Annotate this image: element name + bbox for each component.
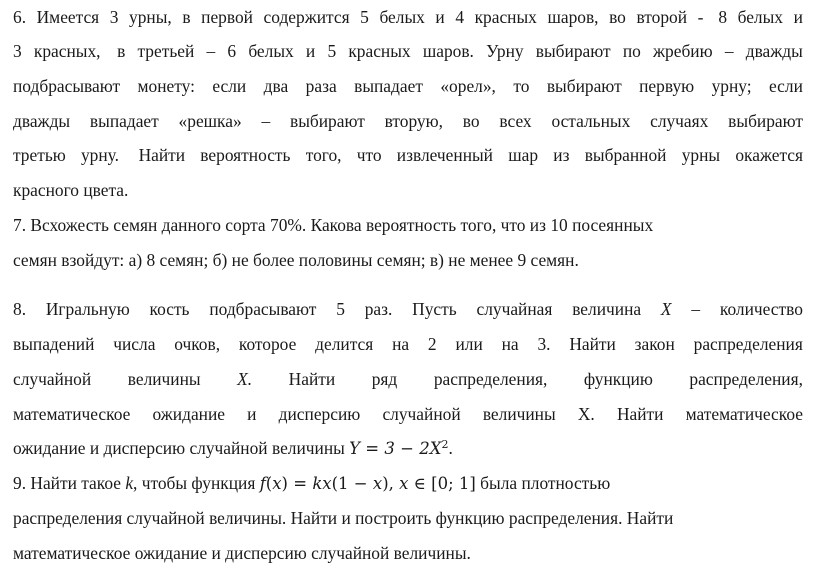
problem-9-line-2: распределения случайной величины. Найти и построить функцию распределения. Найти [13,508,674,528]
problem-6-line-1: 6. Имеется 3 урны, в первой содержится 5 белых и 4 красных шаров, во второй - 8 белых и [13,7,803,27]
problem-6-line-3: подбрасывают монету: если два раза выпадает «орел», то выбирают первую урну; если [13,76,803,96]
p8-formula: $Y = 3 - 2X^2$ [349,438,449,458]
p8-l5-text: ожидание и дисперсию случайной величины [13,438,350,458]
p6-l1-a: 6. [13,7,27,27]
problem-6-line-2: 3 красных, в третьей – 6 белых и 5 красных шаров. Урну выбирают по жребию – дважды [13,41,803,61]
problem-7-line-2: семян взойдут: а) 8 семян; б) не более половины семян; в) не менее 9 семян. [13,250,579,270]
problem-8-line-4: математическое ожидание и дисперсию случайной величины Х. Найти математическое [13,404,803,424]
problem-6-line-6: красного цвета. [13,180,129,200]
problem-8-line-5: ожидание и дисперсию случайной величины $Y = 3 - 2X^2$. [13,438,453,458]
problem-8-line-3: случайной величины X. Найти ряд распределения, функцию распределения, [13,369,803,389]
problem-8-line-1: 8. Игральную кость подбрасывают 5 раз. Пусть случайная величина X – количество [13,299,803,319]
problem-6-line-4: дважды выпадает «решка» – выбирают вторую, во всех остальных случаях выбирают [13,111,803,131]
problem-8-line-2: выпадений числа очков, которое делится на 2 или на 3. Найти закон распределения [13,334,803,354]
problem-7-line-1: 7. Всхожесть семян данного сорта 70%. Какова вероятность того, что из 10 посеянных [13,215,654,235]
problem-9-line-1: 9. Найти такое k, чтобы функция f(x) = kx(1 − x), x ∈ [0; 1] была плотностью [13,473,611,493]
problem-9-line-3: математическое ожидание и дисперсию случайной величины. [13,543,471,563]
problem-6-line-5: третью урну. Найти вероятность того, что извлеченный шар из выбранной урны окажется [13,145,803,165]
